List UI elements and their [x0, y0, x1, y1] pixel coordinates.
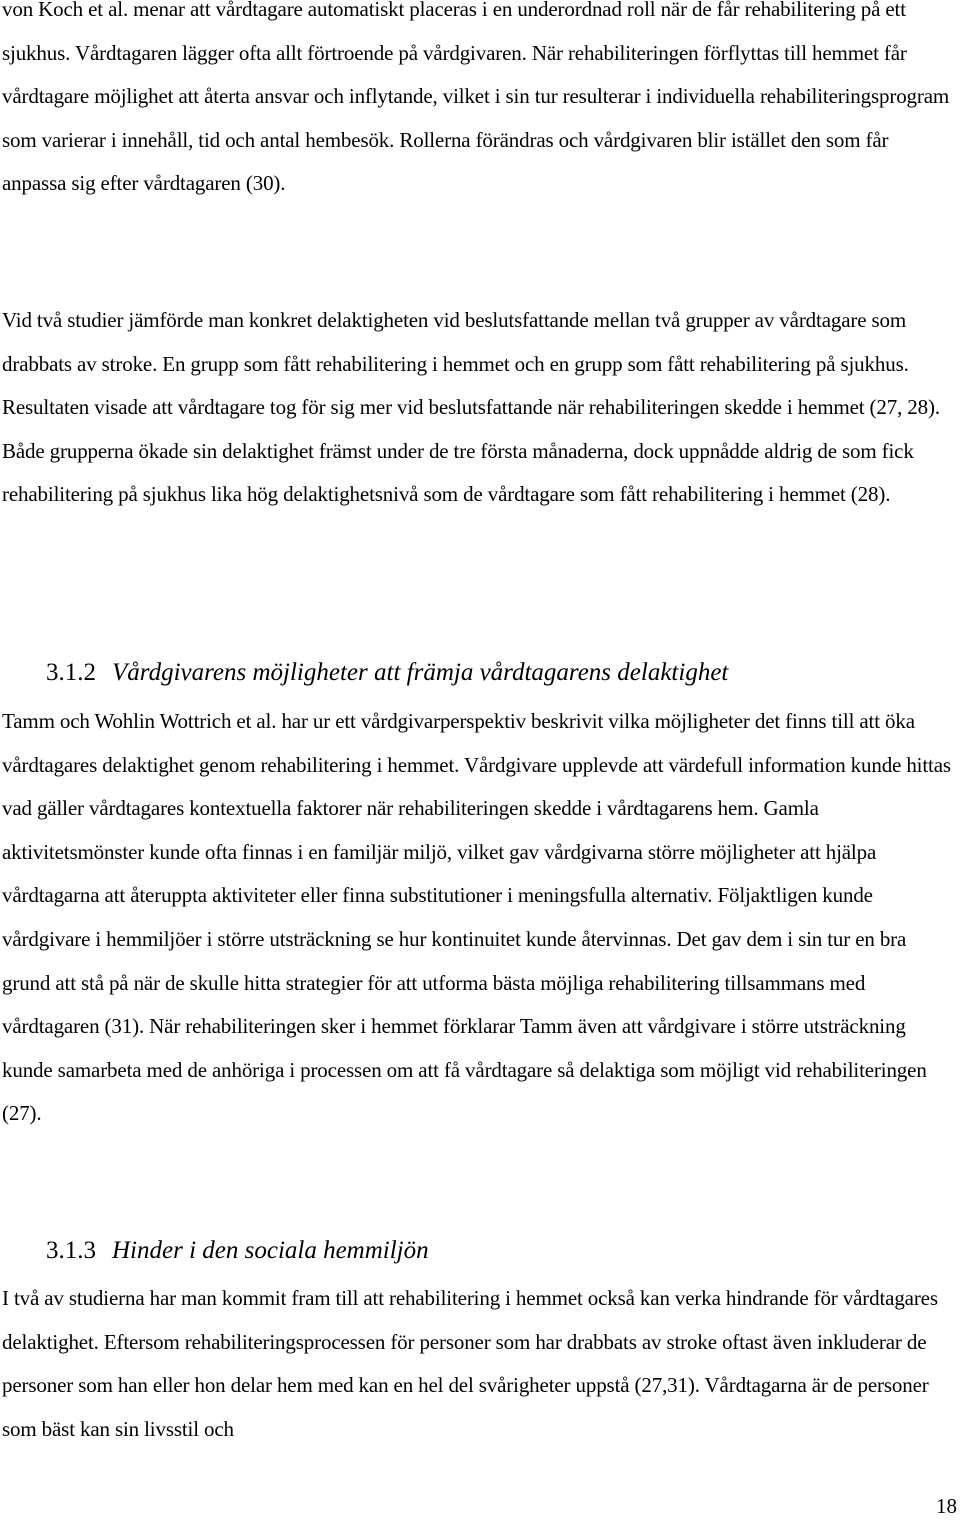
- paragraph-home-environment-obstacles: I två av studierna har man kommit fram till att rehabilitering i hemmet också kan verka hindrande för vårdtagares delaktighet. Eftersom rehabiliteringsprocessen för personer som har drabbats av stroke oftast även inkluderar de personer som han eller hon delar hem med kan en hel del svårigheter uppstå (27,31). Vårdtagarna är de personer som bäst kan sin livsstil och: [2, 1286, 938, 1441]
- section-number: 3.1.3: [46, 1237, 96, 1264]
- page-number: 18: [936, 1494, 957, 1518]
- paragraph-decision-making-studies: Vid två studier jämförde man konkret delaktigheten vid beslutsfattande mellan två grupper av vårdtagare som drabbats av stroke. En grupp som fått rehabilitering i hemmet och en grupp som fått rehabilitering på sjukhus. Resultaten visade att vårdtagare tog för sig mer vid beslutsfattande när rehabiliteringen skedde i hemmet (27, 28). Både grupperna ökade sin delaktighet främst under de tre första månaderna, dock uppnådde aldrig de som fick rehabilitering på sjukhus lika hög delaktighetsnivå som de vårdtagare som fått rehabilitering i hemmet (28).: [2, 308, 940, 507]
- section-title: Vårdgivarens möjligheter att främja vårdtagarens delaktighet: [112, 659, 729, 686]
- section-number: 3.1.2: [46, 659, 96, 686]
- section-heading-3-1-2: [46, 658, 728, 688]
- section-title: Hinder i den sociala hemmiljön: [112, 1237, 429, 1264]
- section-heading-3-1-3: [46, 1236, 429, 1266]
- paragraph-roles-at-hospital-vs-home: von Koch et al. menar att vårdtagare automatiskt placeras i en underordnad roll när de får rehabilitering på ett sjukhus. Vårdtagaren lägger ofta allt förtroende på vårdgivaren. När rehabiliteringen förflyttas till hemmet får vårdtagare möjlighet att återta ansvar och inflytande, vilket i sin tur resulterar i individuella rehabiliteringsprogram som varierar i innehåll, tid och antal hembesök. Rollerna förändras och vårdgivaren blir istället den som får anpassa sig efter vårdtagaren (30).: [2, 0, 950, 196]
- paragraph-caregiver-possibilities: Tamm och Wohlin Wottrich et al. har ur ett vårdgivarperspektiv beskrivit vilka möjligheter det finns till att öka vårdtagares delaktighet genom rehabilitering i hemmet. Vårdgivare upplevde att värdefull information kunde hittas vad gäller vårdtagares kontextuella faktorer när rehabiliteringen skedde i vårdtagarens hem. Gamla aktivitetsmönster kunde ofta finnas i en familjär miljö, vilket gav vårdgivarna större möjligheter att hjälpa vårdtagarna att återuppta aktiviteter eller finna substitutioner i meningsfulla alternativ. Följaktligen kunde vårdgivare i hemmiljöer i större utsträckning se hur kontinuitet kunde återvinnas. Det gav dem i sin tur en bra grund att stå på när de skulle hitta strategier för att utforma bästa möjliga rehabilitering tillsammans med vårdtagaren (31). När rehabiliteringen sker i hemmet förklarar Tamm även att vårdgivare i större utsträckning kunde samarbeta med de anhöriga i processen om att få vårdtagare så delaktiga som möjligt vid rehabiliteringen (27).: [2, 709, 951, 1126]
